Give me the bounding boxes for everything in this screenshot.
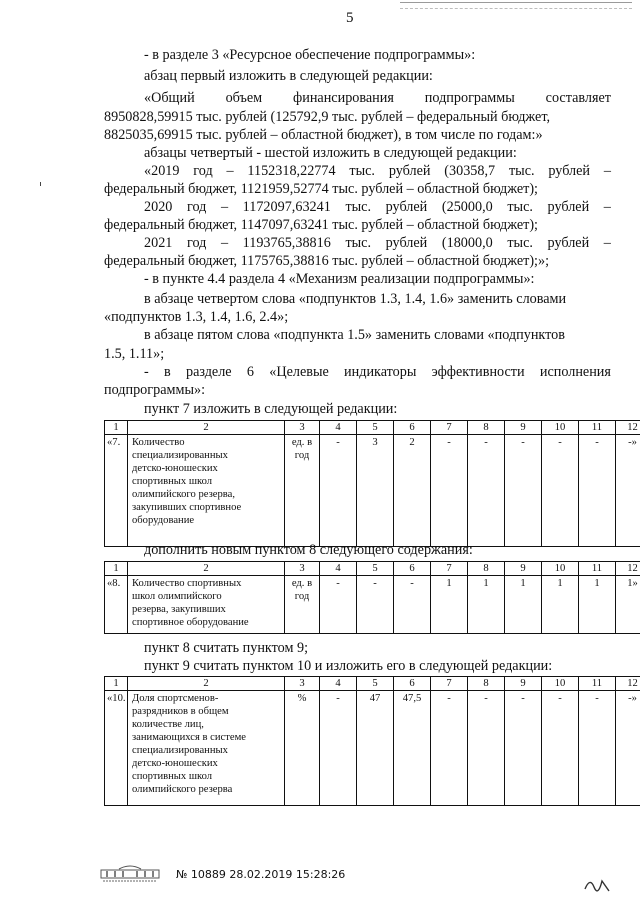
table-header-row: 1 2 3 4 5 6 7 8 9 10 11 12: [105, 562, 640, 576]
paragraph: подпрограммы»:: [104, 382, 206, 398]
indicator-name: Количество спортивных школ олимпийского резерва, закупивших спортивное оборудование: [128, 576, 285, 634]
paragraph: дополнить новым пунктом 8 следующего содержания:: [144, 542, 473, 558]
table-header-row: 1 2 3 4 5 6 7 8 9 10 11 12: [105, 421, 640, 435]
unit: %: [285, 691, 320, 806]
indicator-name: Доля спортсменов- разрядников в общем количестве лиц, занимающихся в системе специализированных детско-юношеских спортивных школ олимпийского резерва: [128, 691, 285, 806]
paragraph: пункт 9 считать пунктом 10 и изложить его в следующей редакции:: [144, 658, 553, 674]
logo-stamp-icon: [99, 862, 161, 884]
paragraph: абзац первый изложить в следующей редакции:: [144, 68, 433, 84]
paragraph: 8950828,59915 тыс. рублей (125792,9 тыс. рублей – федеральный бюджет,: [104, 109, 551, 125]
paragraph: пункт 7 изложить в следующей редакции:: [144, 401, 398, 417]
table-row: «8. Количество спортивных школ олимпийского резерва, закупивших спортивное оборудование ед. в год - - - 1 1 1 1 1 1»: [105, 576, 640, 634]
paragraph: пункт 8 считать пунктом 9;: [144, 640, 309, 656]
scan-edge-line: [400, 2, 632, 9]
paragraph: федеральный бюджет, 1121959,52774 тыс. рублей – областной бюджет);: [104, 181, 539, 197]
paragraph: «подпунктов 1.3, 1.4, 1.6, 2.4»;: [104, 309, 289, 325]
paragraph: абзацы четвертый - шестой изложить в следующей редакции:: [144, 145, 517, 161]
paragraph: 1.5, 1.11»;: [104, 346, 165, 362]
paragraph-justified: 2021 год – 1193765,38816 тыс. рублей (18000,0 тыс. рублей –: [144, 235, 611, 251]
scan-artifact: [40, 182, 41, 186]
indicator-name: Количество специализированных детско-юношеских спортивных школ олимпийского резерва, закупивших спортивное оборудование: [128, 435, 285, 547]
handwritten-mark-icon: [582, 875, 612, 893]
paragraph-justified: - в разделе 6 «Целевые индикаторы эффективности исполнения: [144, 364, 611, 380]
indicator-table-10: [104, 676, 640, 806]
paragraph: в абзаце пятом слова «подпункта 1.5» заменить словами «подпунктов: [144, 327, 565, 343]
paragraph: федеральный бюджет, 1175765,38816 тыс. рублей – областной бюджет);»;: [104, 253, 550, 269]
indicator-table-7: [104, 420, 640, 547]
table-header-row: 1 2 3 4 5 6 7 8 9 10 11 12: [105, 677, 640, 691]
paragraph-justified: 2020 год – 1172097,63241 тыс. рублей (25000,0 тыс. рублей –: [144, 199, 611, 215]
paragraph: - в разделе 3 «Ресурсное обеспечение подпрограммы»:: [144, 47, 476, 63]
paragraph: - в пункте 4.4 раздела 4 «Механизм реализации подпрограммы»:: [144, 271, 535, 287]
unit: ед. в год: [285, 576, 320, 634]
registration-stamp: № 10889 28.02.2019 15:28:26: [176, 868, 346, 881]
paragraph-justified: «2019 год – 1152318,22774 тыс. рублей (30358,7 тыс. рублей –: [144, 163, 611, 179]
paragraph: в абзаце четвертом слова «подпунктов 1.3, 1.4, 1.6» заменить словами: [144, 291, 567, 307]
paragraph-justified: «Общий объем финансирования подпрограммы составляет: [144, 90, 611, 106]
unit: ед. в год: [285, 435, 320, 547]
paragraph: 8825035,69915 тыс. рублей – областной бюджет), в том числе по годам:»: [104, 127, 543, 143]
indicator-table-8: [104, 561, 640, 634]
table-row: «10. Доля спортсменов- разрядников в общем количестве лиц, занимающихся в системе специализированных детско-юношеских спортивных школ олимпийского резерва % - 47 47,5 - - - - - -»: [105, 691, 640, 806]
table-row: «7. Количество специализированных детско-юношеских спортивных школ олимпийского резерва, закупивших спортивное оборудование ед. в год - 3 2 - - - - - -»: [105, 435, 640, 547]
page-number: 5: [346, 10, 354, 26]
paragraph: федеральный бюджет, 1147097,63241 тыс. рублей – областной бюджет);: [104, 217, 539, 233]
